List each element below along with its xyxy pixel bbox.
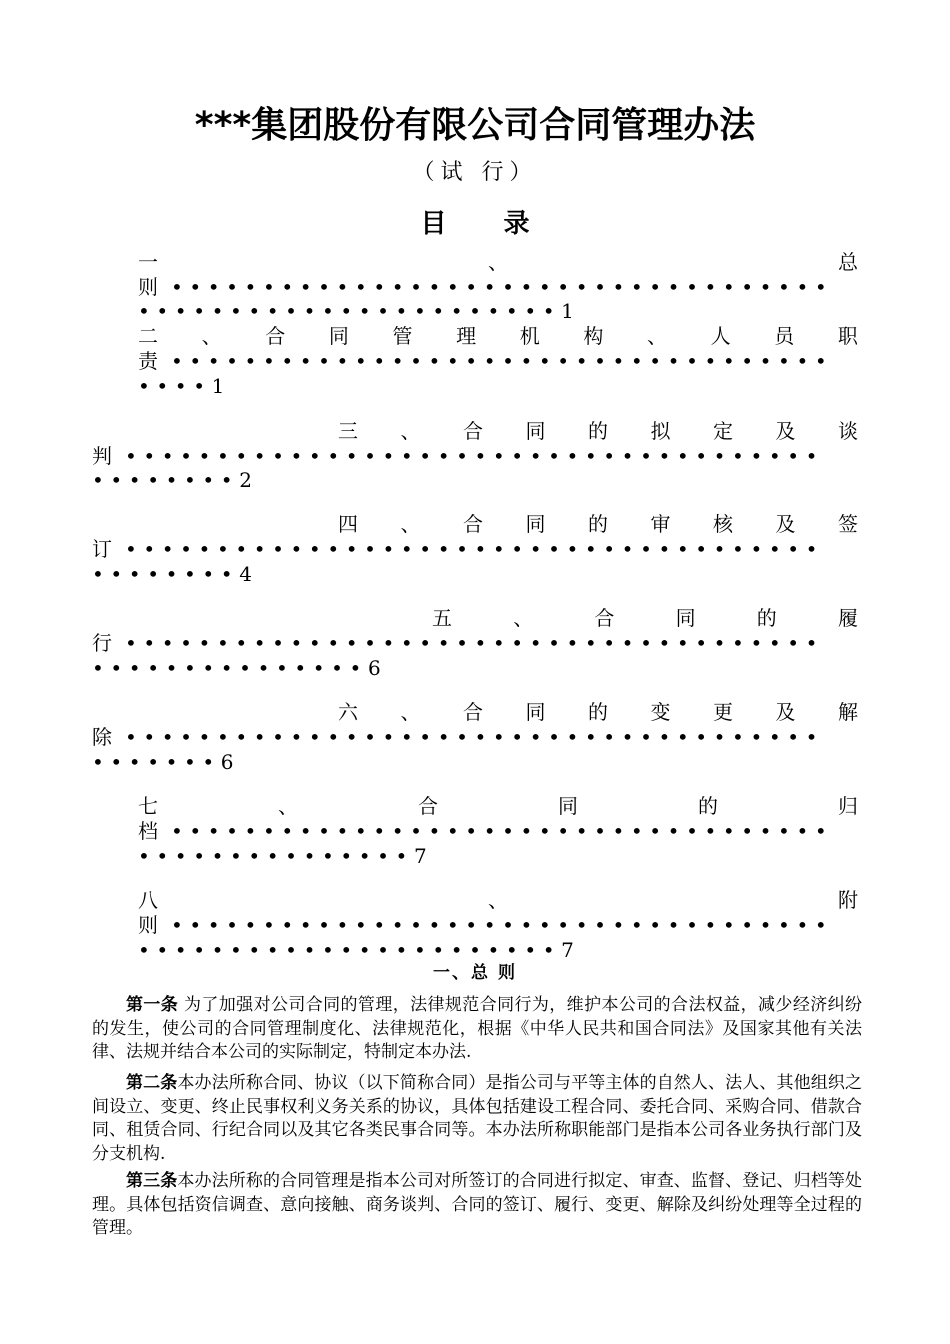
toc-entry-line3 — [138, 298, 574, 324]
toc-entry-char: 同 — [525, 700, 546, 724]
toc-entry-char: 一 — [138, 250, 158, 274]
toc-entry-line2 — [138, 348, 833, 374]
toc-entry-char: 合 — [594, 606, 615, 630]
toc-entry-line3 — [92, 655, 381, 681]
toc-entry-line3 — [92, 561, 252, 587]
toc-entry-line3 — [138, 373, 224, 399]
toc-entry-char: 订 — [92, 537, 112, 561]
article-1 — [92, 994, 862, 1065]
toc-page-number: 1 — [211, 374, 225, 398]
article-3 — [92, 1170, 862, 1241]
toc-entry-char: 的 — [756, 606, 777, 630]
toc-entry-line1 — [338, 418, 858, 444]
toc-leader-dots: •••••••••••••••••••••••••••••••••••••• — [112, 444, 825, 468]
toc-entry-char: 解 — [838, 700, 858, 724]
toc-entry-char: 四 — [338, 512, 358, 536]
toc-page-number: 2 — [239, 468, 252, 492]
toc-entry-char: 及 — [775, 700, 796, 724]
toc-leader-dots: •••••••••••••••••••••••••••••••••••• — [158, 819, 834, 843]
toc-entry-char: 同 — [328, 324, 349, 348]
toc-entry-char: 则 — [138, 275, 158, 299]
toc-entry-char: 八 — [138, 888, 158, 912]
toc-entry-char: 则 — [138, 913, 158, 937]
toc-entry-char: 、 — [488, 888, 508, 912]
toc-leader-dots: •••••••••••••••••••••••••••••••••••••• — [112, 537, 825, 561]
toc-entry-char: 、 — [488, 250, 508, 274]
toc-entry-line1 — [138, 249, 858, 275]
toc-leader-dots: •••••••••••••••••••••••••••••••••••• — [158, 349, 834, 373]
toc-leader-dots: •••••••• — [92, 562, 240, 586]
toc-page-number: 4 — [239, 562, 252, 586]
toc-page-number: 1 — [561, 299, 574, 323]
toc-entry-line1 — [338, 699, 858, 725]
toc-entry-char: 人 — [710, 324, 731, 348]
toc-entry-char: 的 — [698, 794, 718, 818]
toc-entry-char: 合 — [418, 794, 438, 818]
toc-entry-char: 审 — [650, 512, 671, 536]
toc-entry-char: 管 — [392, 324, 413, 348]
toc-entry-char: 更 — [713, 700, 733, 724]
toc-entry-line3 — [92, 467, 252, 493]
toc-entry-char: 变 — [650, 700, 671, 724]
toc-entry-char: 的 — [588, 512, 608, 536]
toc-entry-char: 核 — [713, 512, 733, 536]
toc-page-number: 6 — [367, 656, 381, 680]
toc-entry-char: 二 — [138, 324, 158, 348]
toc-entry-line1 — [138, 793, 858, 819]
toc-heading: 目 录 — [420, 209, 554, 239]
article-text: 本办法所称的合同管理是指本公司对所签订的合同进行拟定、审查、监督、登记、归档等处理。具体包括资信调查、意向接触、商务谈判、合同的签订、履行、变更、解除及纠纷处理等全过程的管理。 — [92, 1171, 863, 1238]
article-label: 第三条 — [126, 1171, 178, 1191]
toc-entry-char: 三 — [338, 419, 358, 443]
toc-entry-line1 — [432, 605, 858, 631]
toc-leader-dots: ••••••••••••••• — [92, 656, 368, 680]
toc-entry-char: 拟 — [650, 419, 671, 443]
toc-entry-char: 的 — [588, 700, 608, 724]
article-label: 第一条 — [126, 995, 179, 1015]
toc-entry-line1 — [338, 511, 858, 537]
toc-entry-char: 、 — [400, 419, 421, 443]
toc-entry-char: 判 — [92, 444, 112, 468]
toc-entry-line2 — [92, 536, 824, 562]
toc-entry-char: 定 — [713, 419, 733, 443]
section-heading: 一、总 则 — [433, 963, 517, 983]
toc-entry-char: 合 — [265, 324, 286, 348]
toc-leader-dots: •••••••• — [92, 468, 240, 492]
toc-entry-line3 — [92, 749, 234, 775]
toc-entry-char: 同 — [675, 606, 696, 630]
toc-entry-char: 七 — [138, 794, 158, 818]
toc-entry-line2 — [92, 443, 824, 469]
toc-entry-char: 、 — [278, 794, 298, 818]
toc-leader-dots: ••••••••••••••••••••••• — [138, 938, 562, 962]
toc-leader-dots: •••• — [138, 374, 212, 398]
toc-leader-dots: •••••••••••••••••••••••••••••••••••• — [158, 913, 834, 937]
toc-entry-char: 、 — [400, 700, 421, 724]
toc-entry-char: 总 — [838, 250, 858, 274]
toc-entry-line3 — [138, 843, 427, 869]
toc-entry-char: 及 — [775, 419, 796, 443]
article-label: 第二条 — [126, 1073, 178, 1093]
toc-entry-char: 的 — [588, 419, 608, 443]
toc-entry-char: 五 — [432, 606, 452, 630]
toc-entry-char: 、 — [201, 324, 222, 348]
toc-leader-dots: •••••••••••••••••••••••••••••••••••• — [158, 275, 834, 299]
toc-page-number: 7 — [413, 844, 427, 868]
toc-entry-line1 — [138, 323, 858, 349]
toc-entry-char: 及 — [775, 512, 796, 536]
toc-entry-char: 合 — [463, 419, 483, 443]
toc-entry-char: 签 — [838, 512, 858, 536]
toc-leader-dots: •••••••••••••••••••••••••••••••••••••• — [112, 725, 825, 749]
toc-entry-char: 构 — [583, 324, 604, 348]
toc-entry-line1 — [138, 887, 858, 913]
toc-entry-char: 、 — [400, 512, 421, 536]
toc-entry-char: 同 — [558, 794, 578, 818]
toc-entry-char: 归 — [838, 794, 858, 818]
toc-leader-dots: ••••••••••••••••••••••• — [138, 299, 562, 323]
toc-entry-char: 合 — [463, 700, 483, 724]
toc-entry-char: 六 — [338, 700, 358, 724]
toc-entry-char: 员 — [774, 324, 795, 348]
article-text: 为了加强对公司合同的管理，法律规范合同行为，维护本公司的合法权益，减少经济纠纷的发生，使公司的合同管理制度化、法律规范化，根据《中华人民共和国合同法》及国家其他有关法律、法规并结合本公司的实际制定，特制定本办法. — [92, 995, 862, 1062]
article-2 — [92, 1072, 862, 1166]
toc-leader-dots: ••••••••••••••• — [138, 844, 414, 868]
toc-entry-line2 — [92, 724, 824, 750]
toc-page-number: 6 — [220, 750, 234, 774]
toc-entry-char: 理 — [456, 324, 477, 348]
toc-entry-char: 档 — [138, 819, 158, 843]
toc-entry-char: 附 — [838, 888, 858, 912]
toc-entry-line2 — [138, 818, 833, 844]
toc-page-number: 7 — [561, 938, 574, 962]
toc-entry-line2 — [92, 630, 824, 656]
toc-entry-line2 — [138, 912, 833, 938]
toc-entry-char: 机 — [519, 324, 540, 348]
toc-leader-dots: •••••••••••••••••••••••••••••••••••••• — [112, 631, 825, 655]
article-text: 本办法所称合同、协议（以下简称合同）是指公司与平等主体的自然人、法人、其他组织之间设立、变更、终止民事权利义务关系的协议，具体包括建设工程合同、委托合同、采购合同、借款合同、租赁合同、行纪合同以及其它各类民事合同等。本办法所称职能部门是指本公司各业务执行部门及分支机构. — [92, 1073, 863, 1164]
toc-entry-char: 、 — [513, 606, 534, 630]
toc-entry-char: 履 — [837, 606, 858, 630]
document-title: ***集团股份有限公司合同管理办法 — [194, 105, 756, 146]
toc-entry-char: 行 — [92, 631, 112, 655]
document-subtitle: （试 行） — [412, 160, 538, 185]
toc-entry-char: 除 — [92, 725, 112, 749]
toc-entry-char: 谈 — [838, 419, 858, 443]
toc-entry-char: 责 — [138, 349, 158, 373]
toc-entry-char: 、 — [647, 324, 667, 348]
toc-entry-char: 同 — [525, 512, 546, 536]
toc-entry-char: 同 — [525, 419, 546, 443]
toc-entry-char: 合 — [463, 512, 483, 536]
toc-entry-line2 — [138, 274, 833, 300]
toc-leader-dots: ••••••• — [92, 750, 221, 774]
toc-entry-char: 职 — [837, 324, 858, 348]
